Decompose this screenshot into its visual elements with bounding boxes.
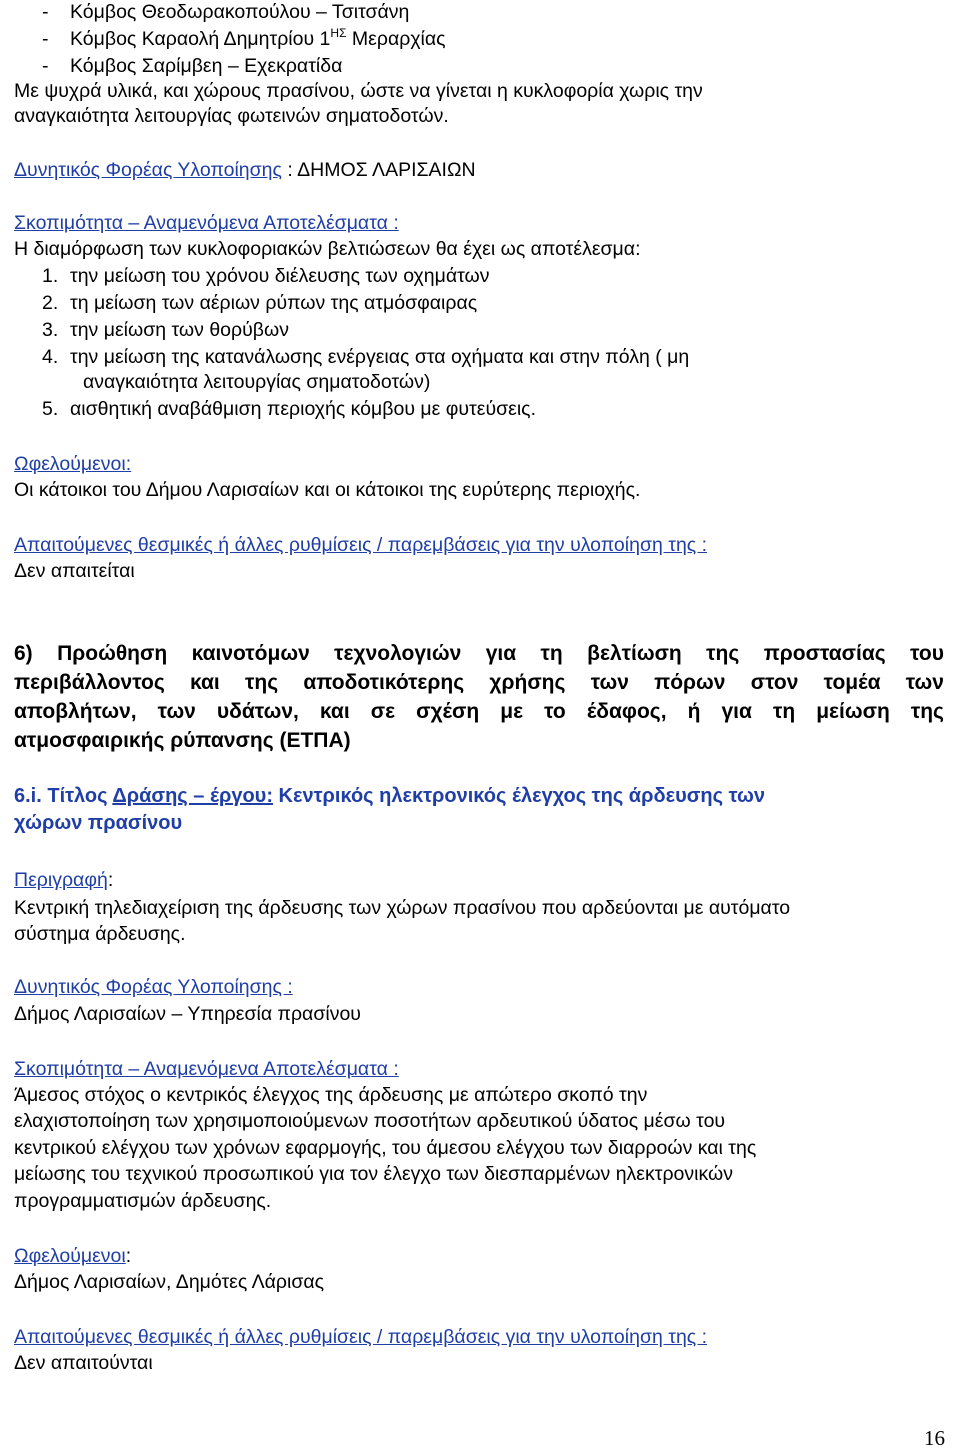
heading-word: σχέση [416, 700, 480, 723]
colon: : [107, 869, 114, 891]
action-title [14, 784, 765, 808]
heading-word: της [245, 671, 279, 694]
heading-word: και [190, 671, 220, 694]
result-text: την μείωση του χρόνου διέλευσης των οχημάτων [70, 265, 490, 287]
action-title-label: Δράσης – έργου: [112, 785, 273, 807]
result-text: τη μείωση των αέριων ρύπων της ατμόσφαιρας [70, 292, 478, 314]
heading-word: υδάτων, [216, 700, 299, 723]
action-title-text: Κεντρικός ηλεκτρονικός έλεγχος της άρδευσης των [272, 785, 765, 807]
result-text: αισθητική αναβάθμιση περιοχής κόμβου με φυτεύσεις. [70, 398, 536, 420]
heading-word: περιβάλλοντος [14, 671, 165, 694]
result-text: την μείωση των θορύβων [70, 319, 289, 341]
result-number: 3. [42, 319, 59, 341]
requirements-value: Δεν απαιτείται [14, 560, 135, 582]
result-item-continued: αναγκαιότητα λειτουργίας σηματοδοτών) [83, 371, 431, 393]
heading-word: καινοτόμων [191, 642, 310, 665]
heading-word: βελτίωση [587, 642, 682, 665]
implementing-body-label: Δυνητικός Φορέας Υλοποίησης : [14, 976, 293, 998]
implementing-body-value: ΔΗΜΟΣ ΛΑΡΙΣΑΙΩΝ [297, 159, 476, 181]
heading-word: μείωση [816, 700, 890, 723]
purpose-text: ελαχιστοποίηση των χρησιμοποιούμενων ποσοτήτων αρδευτικού ύδατος μέσω του [14, 1110, 726, 1132]
heading-word: τομέα [823, 671, 881, 694]
heading-word: και [319, 700, 350, 723]
description-word: Περιγραφή [14, 869, 108, 891]
separator: : [281, 159, 298, 181]
heading-word: των [590, 671, 629, 694]
section-heading-line [14, 639, 944, 668]
heading-word: τη [772, 700, 796, 723]
list-dash: - [42, 28, 49, 50]
purpose-text: μείωσης του τεχνικού προσωπικού για τον έλεγχο των διεσπαρμένων ηλεκτρονικών [14, 1163, 733, 1185]
result-item [42, 397, 536, 421]
implementing-body-value: Δήμος Λαρισαίων – Υπηρεσία πρασίνου [14, 1003, 361, 1025]
requirements-label: Απαιτούμενες θεσμικές ή άλλες ρυθμίσεις / παρεμβάσεις για την υλοποίηση της : [14, 1326, 708, 1348]
heading-word: προστασίας [763, 642, 886, 665]
heading-word: για [485, 642, 517, 665]
beneficiaries-label: Ωφελούμενοι: [14, 453, 132, 475]
implementing-body-label: Δυνητικός Φορέας Υλοποίησης [14, 159, 282, 181]
heading-word: στον [750, 671, 799, 694]
beneficiaries-text: Δήμος Λαρισαίων, Δημότες Λάρισας [14, 1271, 325, 1293]
action-title-prefix: 6.i. Τίτλος [14, 785, 113, 807]
heading-word: Προώθηση [57, 642, 168, 665]
heading-word: ή [687, 700, 701, 723]
results-intro: Η διαμόρφωση των κυκλοφοριακών βελτιώσεων θα έχει ως αποτέλεσμα: [14, 238, 641, 260]
intro-line: αναγκαιότητα λειτουργίας φωτεινών σηματοδοτών. [14, 105, 449, 127]
list-item-text-end: Μεραρχίας [346, 28, 446, 50]
beneficiaries-label [14, 1244, 131, 1268]
result-item [42, 318, 289, 342]
heading-word: αποδοτικότερης [303, 671, 465, 694]
implementing-body [14, 158, 476, 182]
requirements-label: Απαιτούμενες θεσμικές ή άλλες ρυθμίσεις / παρεμβάσεις για την υλοποίηση της : [14, 534, 708, 556]
beneficiaries-word: Ωφελούμενοι [14, 1245, 126, 1267]
heading-word: σε [370, 700, 396, 723]
heading-word: το [544, 700, 566, 723]
purpose-text: Άμεσος στόχος ο κεντρικός έλεγχος της άρδευσης με απώτερο σκοπό την [14, 1084, 648, 1106]
description-text: σύστημα άρδευσης. [14, 923, 186, 945]
result-number: 4. [42, 346, 59, 368]
intro-line: Με ψυχρά υλικά, και χώρους πρασίνου, ώστε να γίνεται η κυκλοφορία χωρις την [14, 80, 703, 102]
list-item [42, 54, 342, 78]
result-item [42, 345, 689, 369]
result-number: 2. [42, 292, 59, 314]
section-heading-line [14, 668, 944, 697]
heading-word: τεχνολογιών [334, 642, 462, 665]
result-item [42, 291, 477, 315]
purpose-text: προγραμματισμών άρδευσης. [14, 1190, 272, 1212]
heading-word: του [910, 642, 944, 665]
list-item [42, 0, 409, 24]
heading-word: χρήσης [489, 671, 566, 694]
purpose-label: Σκοπιμότητα – Αναμενόμενα Αποτελέσματα : [14, 212, 399, 234]
section-heading-line: ατμοσφαιρικής ρύπανσης (ΕΤΠΑ) [14, 729, 351, 752]
heading-word: αποβλήτων, [14, 700, 137, 723]
action-title-continued: χώρων πρασίνου [14, 812, 183, 834]
heading-word: για [721, 700, 752, 723]
list-dash: - [42, 1, 49, 23]
heading-word: των [905, 671, 944, 694]
result-text: την μείωση της κατανάλωσης ενέργειας στα οχήματα και στην πόλη ( μη [70, 346, 690, 368]
description-text: Κεντρική τηλεδιαχείριση της άρδευσης των χώρων πρασίνου που αρδεύονται με αυτόματο [14, 897, 791, 919]
list-item-text: Κόμβος Θεοδωρακοπούλου – Τσιτσάνη [70, 1, 410, 23]
result-number: 1. [42, 265, 59, 287]
superscript: ΗΣ [330, 26, 347, 40]
result-item [42, 264, 490, 288]
purpose-label: Σκοπιμότητα – Αναμενόμενα Αποτελέσματα : [14, 1058, 399, 1080]
list-item-text: Κόμβος Σαρίμβεη – Εχεκρατίδα [70, 55, 343, 77]
heading-word: πόρων [654, 671, 726, 694]
list-dash: - [42, 55, 49, 77]
result-number: 5. [42, 398, 59, 420]
heading-word: της [910, 700, 944, 723]
purpose-text: κεντρικού ελέγχου των χρόνων εφαρμογής, του άμεσου ελέγχου των διαρροών και της [14, 1137, 757, 1159]
beneficiaries-text: Οι κάτοικοι του Δήμου Λαρισαίων και οι κάτοικοι της ευρύτερης περιοχής. [14, 479, 641, 501]
heading-word: της [706, 642, 740, 665]
heading-word: 6) [14, 642, 33, 665]
heading-word: με [500, 700, 524, 723]
colon: : [125, 1245, 132, 1267]
list-item [42, 27, 446, 53]
description-label [14, 868, 113, 892]
page-number: 16 [924, 1426, 945, 1450]
heading-word: έδαφος, [586, 700, 667, 723]
list-item-text: Κόμβος Καραολή Δημητρίου 1 [70, 28, 331, 50]
section-heading-line [14, 697, 944, 726]
requirements-value: Δεν απαιτούνται [14, 1352, 153, 1374]
heading-word: των [157, 700, 196, 723]
heading-word: τη [540, 642, 563, 665]
